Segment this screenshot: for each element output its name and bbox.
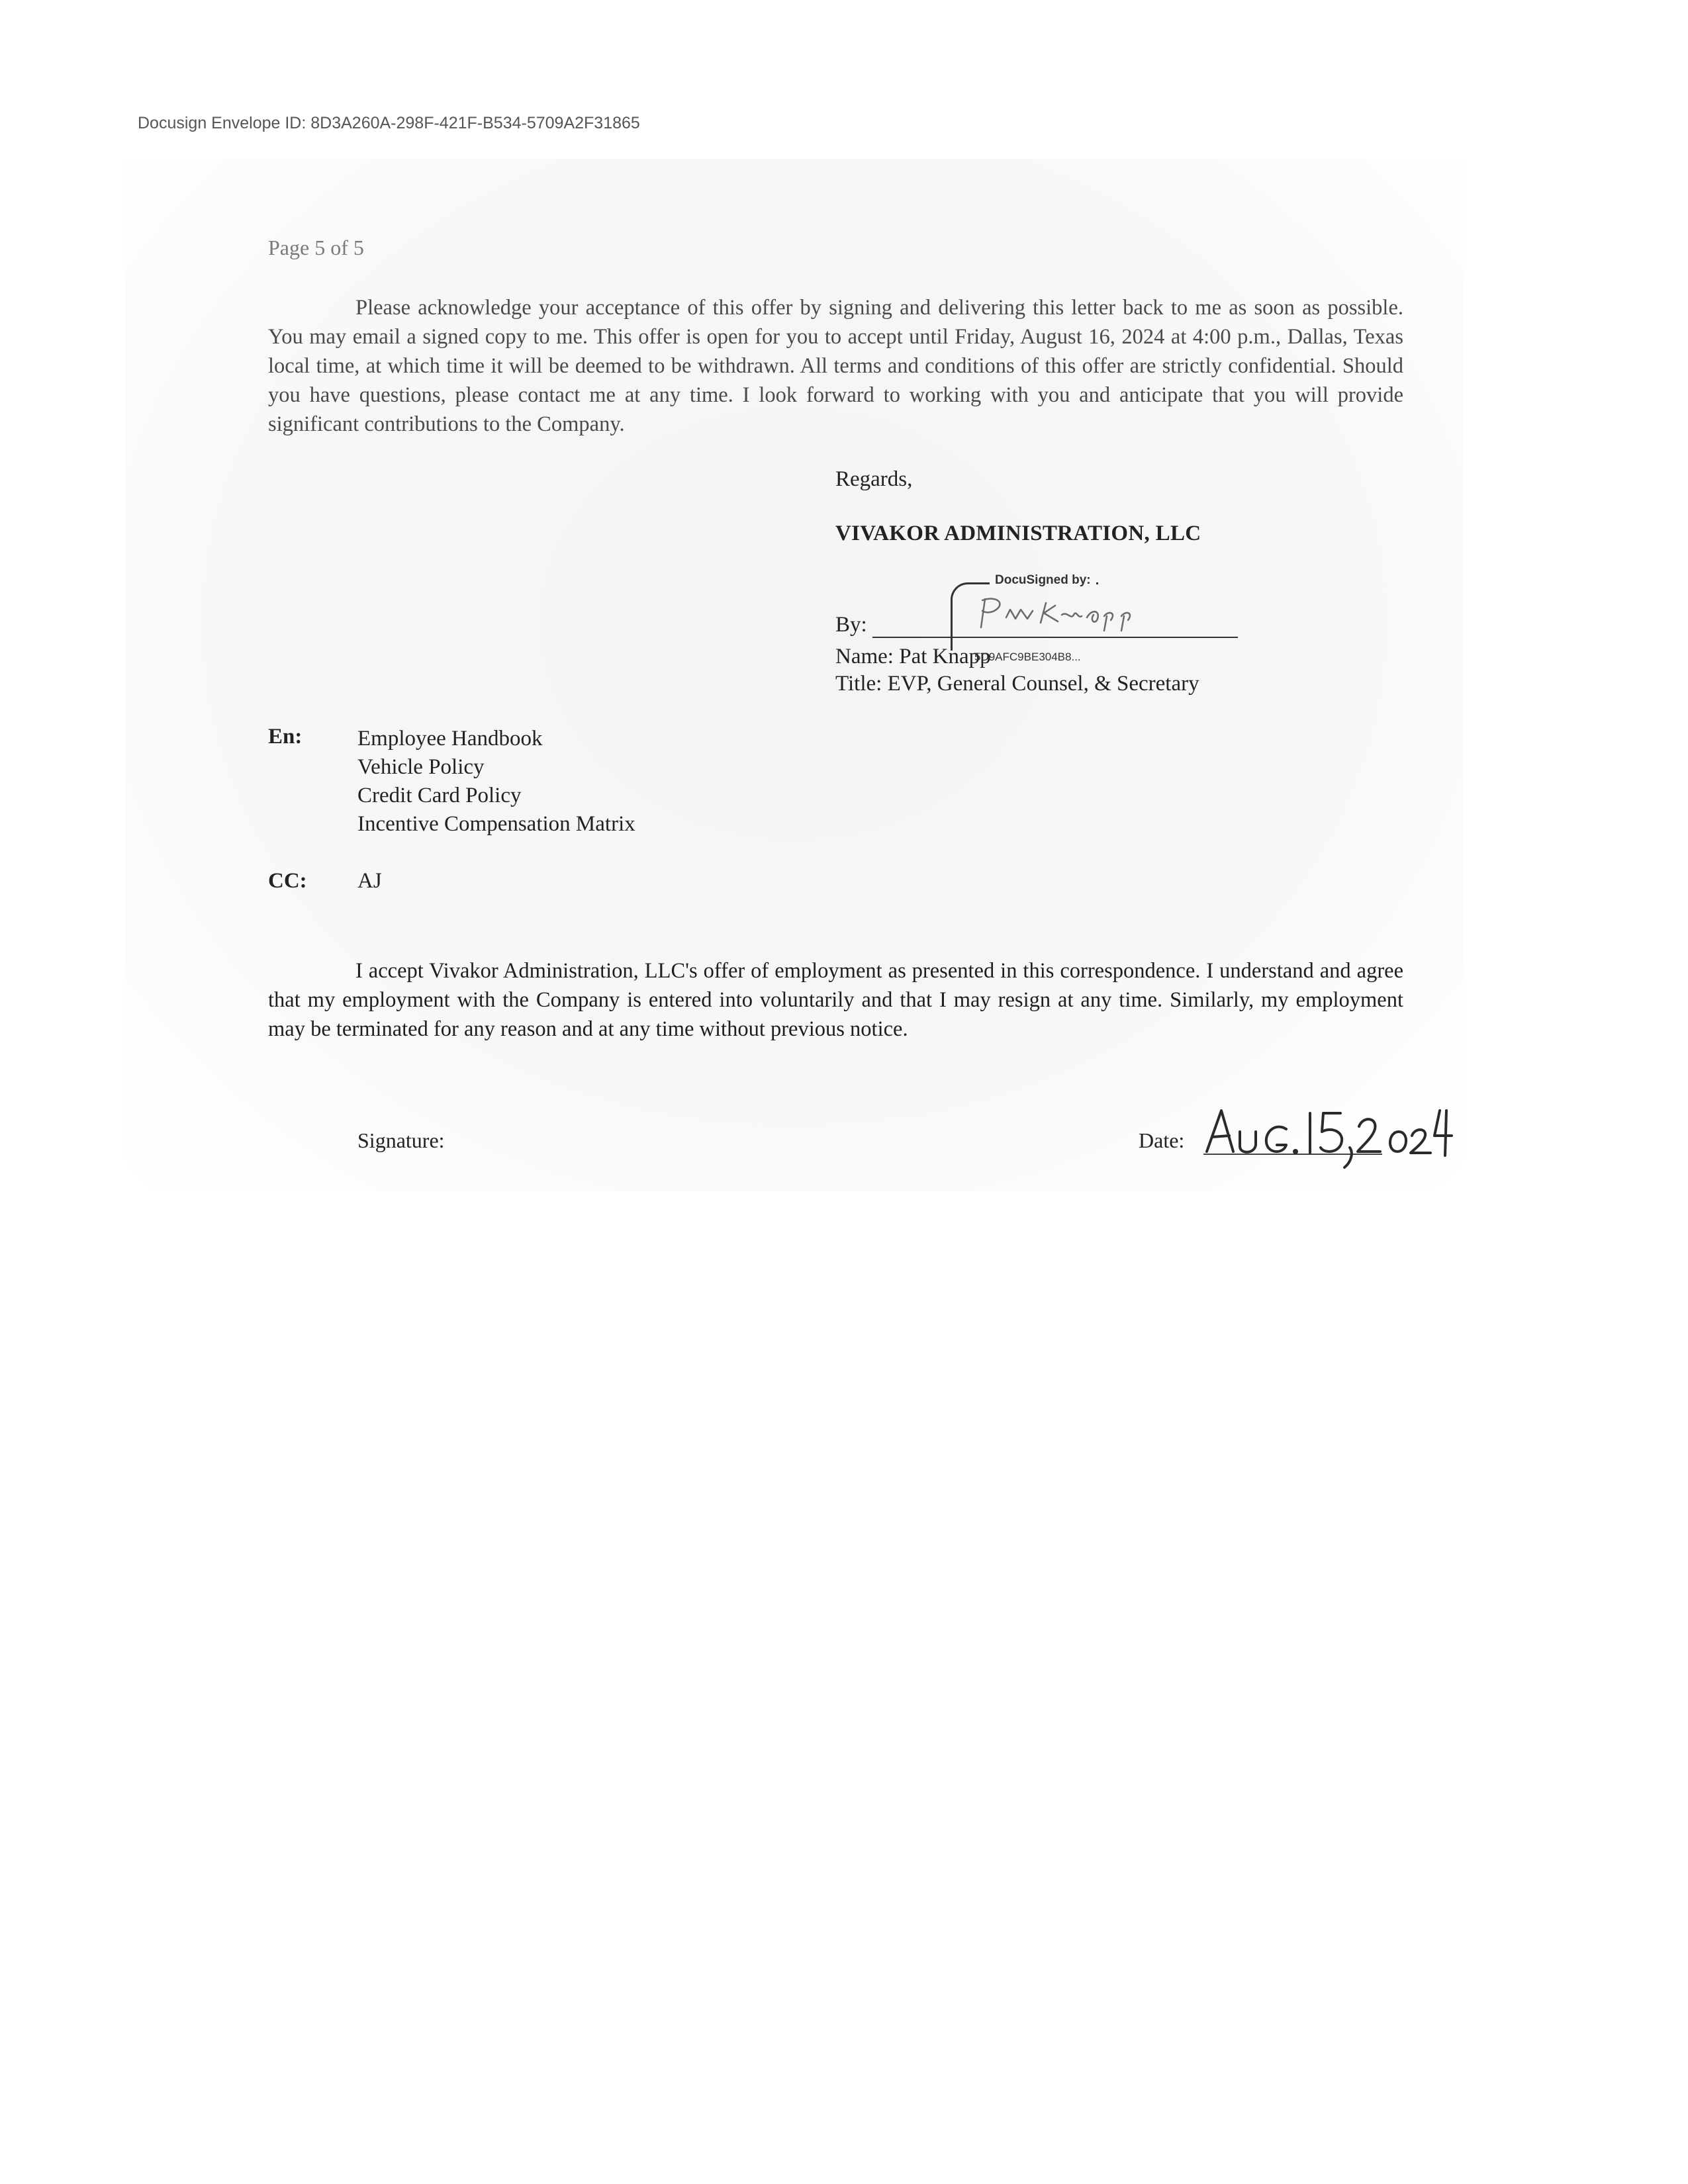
signer-signature-image <box>968 591 1147 637</box>
employee-acceptance-paragraph: I accept Vivakor Administration, LLC's offer of employment as presented in this correspondence. I understand and agree that my employment with the Company is entered into voluntarily and that I may resign at any time. Similarly, my employment may be terminated for any reason and at any time without previous notice. <box>268 959 1403 1041</box>
enclosure-item: Employee Handbook <box>357 727 543 751</box>
docusign-envelope-id: Docusign Envelope ID: 8D3A260A-298F-421F-B534-5709A2F31865 <box>138 114 640 132</box>
offer-acceptance-paragraph: Please acknowledge your acceptance of this offer by signing and delivering this letter back to me as soon as possible. You may email a signed copy to me. This offer is open for you to accept until Friday, August 16, 2024 at 4:00 p.m., Dallas, Texas local time, at which time it will be deemed to be withdrawn. All terms and conditions of this offer are strictly confidential. Should you have questions, please contact me at any time. I look forward to working with you and anticipate that you will provide significant contributions to the Company. <box>268 296 1403 436</box>
company-name: VIVAKOR ADMINISTRATION, LLC <box>835 522 1201 545</box>
date-label: Date: <box>1139 1128 1185 1152</box>
page-number: Page 5 of 5 <box>268 236 364 259</box>
enclosure-item: Vehicle Policy <box>357 755 485 779</box>
enclosures-label: En: <box>268 725 303 749</box>
docusign-signature-id: 5D9AFC9BE304B8... <box>974 651 1081 663</box>
employee-signature-label: Signature: <box>357 1128 445 1152</box>
signer-title: Title: EVP, General Counsel, & Secretary <box>835 672 1199 696</box>
enclosure-item: Incentive Compensation Matrix <box>357 812 635 836</box>
cc-label: CC: <box>268 869 307 893</box>
signature-line <box>872 637 1238 638</box>
by-label: By: <box>835 613 867 637</box>
closing: Regards, <box>835 467 913 491</box>
enclosure-item: Credit Card Policy <box>357 784 522 807</box>
docusigned-label: DocuSigned by: <box>990 573 1096 588</box>
enclosures-list <box>357 725 635 839</box>
cc-recipient: AJ <box>357 869 382 893</box>
signer-name: Name: Pat Knapp <box>835 645 991 668</box>
handwritten-date <box>1201 1099 1453 1171</box>
